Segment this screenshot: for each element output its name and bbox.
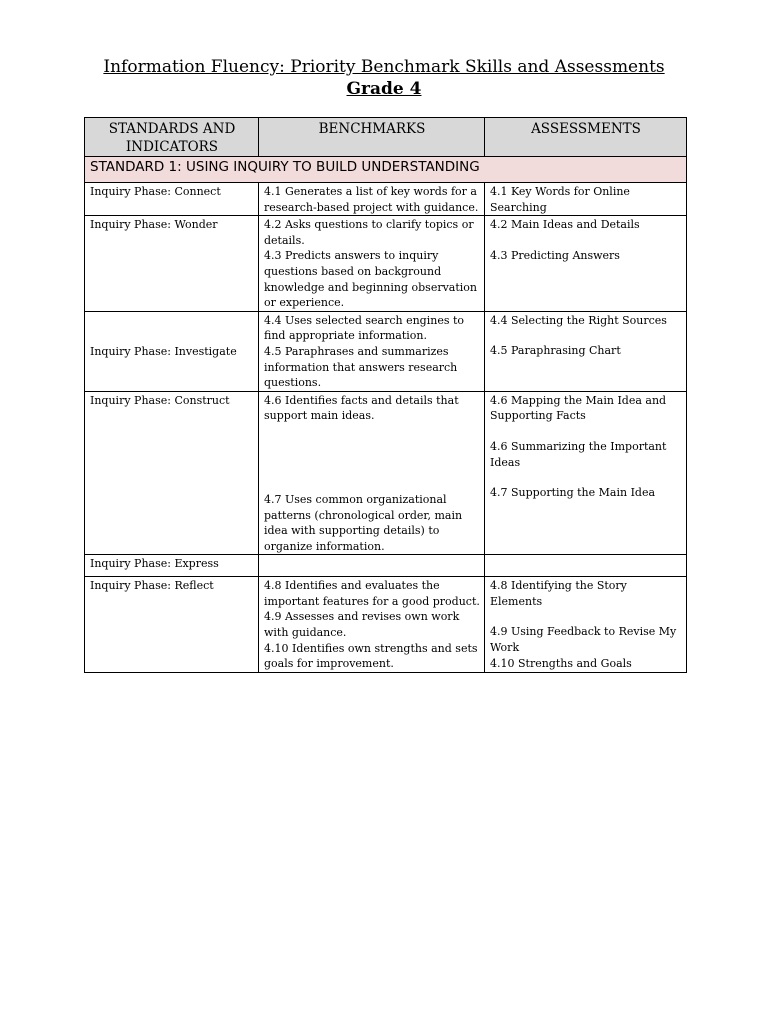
assessment-item: 4.5 Paraphrasing Chart [490,344,621,358]
benchmark-cell [259,183,485,216]
table-header-row [85,118,687,157]
assessment-item: 4.9 Using Feedback to Revise My Work [490,625,677,655]
table-row [85,391,687,555]
assessment-item: 4.10 Strengths and Goals [490,656,632,670]
document-subtitle-grade: Grade 4 [346,79,422,99]
benchmark-cell [259,391,485,555]
assessment-item: 4.1 Key Words for Online Searching [490,185,630,214]
benchmark-cell [259,577,485,673]
benchmark-cell [259,216,485,312]
assessment-cell [485,311,687,391]
benchmark-item: 4.2 Asks questions to clarify topics or details. [264,218,474,247]
assessment-item: 4.7 Supporting the Main Idea [490,486,656,500]
benchmark-item: 4.1 Generates a list of key words for a research-based project with guidance. [264,185,479,214]
header-benchmarks: BENCHMARKS [259,118,485,157]
document-title: Information Fluency: Priority Benchmark Skills and Assessments [103,57,665,77]
assessment-item: 4.2 Main Ideas and Details [490,218,640,232]
assessment-cell [485,183,687,216]
benchmark-item: 4.7 Uses common organizational patterns (chronological order, main idea with supporting details) to organize information. [264,492,463,553]
assessment-item: 4.3 Predicting Answers [490,248,620,262]
benchmark-item: 4.10 Identifies own strengths and sets goals for improvement. [264,641,478,671]
benchmark-item: 4.3 Predicts answers to inquiry questions based on background knowledge and beginning observation or experience. [264,249,478,310]
standard-band-row [85,157,687,183]
assessment-item: 4.6 Mapping the Main Idea and Supporting Facts [490,393,667,423]
header-standards-indicators: STANDARDS AND INDICATORS [85,118,259,157]
assessment-cell [485,577,687,673]
table-row [85,577,687,673]
benchmark-item: 4.4 Uses selected search engines to find appropriate information. [264,313,465,343]
header-assessments: ASSESSMENTS [485,118,687,157]
assessment-cell [485,216,687,312]
benchmark-item: 4.9 Assesses and revises own work with guidance. [264,610,460,640]
assessment-cell [485,555,687,577]
phase-investigate: Inquiry Phase: Investigate [85,311,259,391]
table-row [85,183,687,216]
benchmark-cell [259,555,485,577]
assessment-item: 4.6 Summarizing the Important Ideas [490,439,667,469]
benchmark-item: 4.5 Paraphrases and summarizes information that answers research questions. [264,344,458,390]
assessment-cell [485,391,687,555]
phase-reflect: Inquiry Phase: Reflect [85,577,259,673]
standard-band: STANDARD 1: USING INQUIRY TO BUILD UNDERSTANDING [85,157,687,183]
benchmark-cell [259,311,485,391]
table-row [85,555,687,577]
benchmark-table [84,117,687,673]
benchmark-item: 4.6 Identifies facts and details that support main ideas. [264,393,459,423]
benchmark-item: 4.8 Identifies and evaluates the important features for a good product. [264,579,480,608]
table-row [85,311,687,391]
assessment-item: 4.8 Identifying the Story Elements [490,579,627,608]
assessment-item: 4.4 Selecting the Right Sources [490,313,667,327]
phase-wonder: Inquiry Phase: Wonder [85,216,259,312]
phase-connect: Inquiry Phase: Connect [85,183,259,216]
phase-construct: Inquiry Phase: Construct [85,391,259,555]
phase-express: Inquiry Phase: Express [85,555,259,577]
table-row [85,216,687,312]
